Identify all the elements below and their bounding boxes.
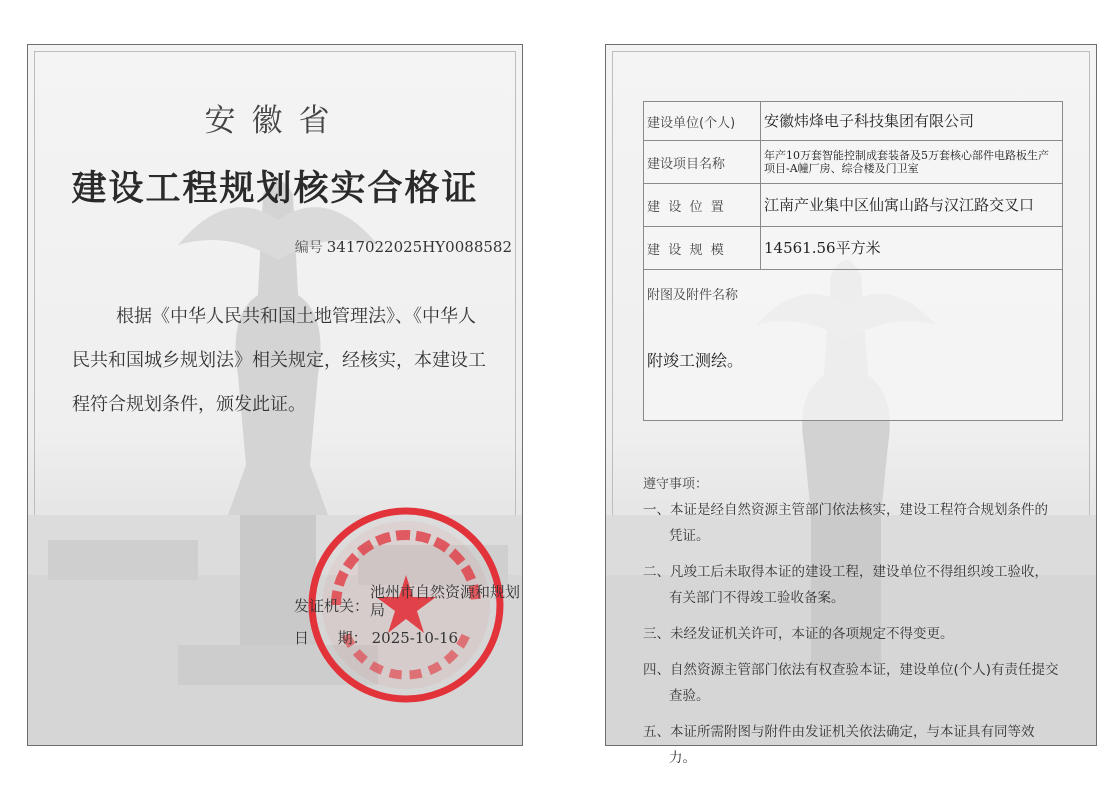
- certificate-title: 建设工程规划核实合格证: [71, 168, 479, 209]
- project-info-table: [643, 101, 1063, 421]
- list-item: 三、未经发证机关许可，本证的各项规定不得变更。: [643, 626, 954, 642]
- project-name-label: 建设项目名称: [644, 141, 761, 184]
- table-row: [644, 184, 1063, 227]
- province-name: 安徽省: [204, 103, 346, 139]
- attachments-value: 附竣工测绘。: [647, 351, 744, 370]
- construction-unit-value: 安徽炜烽电子科技集团有限公司: [761, 102, 1063, 141]
- project-name-value: 年产10万套智能控制成套装备及5万套核心部件电路板生产项目-A幢厂房、综合楼及门卫室: [761, 141, 1063, 184]
- issue-date-value: 2025-10-16: [371, 629, 459, 647]
- list-item: 四、自然资源主管部门依法有权查验本证，建设单位(个人)有责任提交查验。: [643, 662, 1059, 704]
- construction-unit-label: 建设单位(个人): [644, 102, 761, 141]
- attachments-label: 附图及附件名称: [647, 288, 739, 303]
- table-row: [644, 270, 1063, 421]
- attachments-cell: [644, 270, 1063, 421]
- issuing-authority-value: 池州市自然资源和规划局: [370, 583, 521, 619]
- list-item: 一、本证是经自然资源主管部门依法核实，建设工程符合规划条件的凭证。: [643, 502, 1048, 544]
- certificate-number: [295, 237, 512, 257]
- issue-date-label: 日 期：: [294, 629, 368, 647]
- list-item: 二、凡竣工后未取得本证的建设工程，建设单位不得组织竣工验收，有关部门不得竣工验收备案。: [643, 564, 1048, 606]
- scale-value: 14561.56平方米: [761, 227, 1063, 270]
- scale-label: 建 设 规 模: [644, 227, 761, 270]
- certificate-front-page: [27, 44, 523, 746]
- issuing-authority: [294, 583, 524, 619]
- certificate-inner-page: [605, 44, 1097, 766]
- issue-date: [294, 627, 458, 648]
- issuing-authority-label: 发证机关：: [294, 597, 370, 615]
- location-label: 建 设 位 置: [644, 184, 761, 227]
- certificate-number-label: 编号: [294, 240, 323, 256]
- table-row: [644, 227, 1063, 270]
- notice-list: [643, 497, 1061, 781]
- list-item: 五、本证所需附图与附件由发证机关依法确定，与本证具有同等效力。: [643, 724, 1035, 766]
- location-value: 江南产业集中区仙寓山路与汉江路交叉口: [761, 184, 1063, 227]
- notice-title: 遵守事项：: [643, 477, 709, 492]
- certificate-body-text: 根据《中华人民共和国土地管理法》、《中华人民共和国城乡规划法》相关规定，经核实，本建设工程符合规划条件，颁发此证。: [72, 306, 486, 415]
- table-row: [644, 102, 1063, 141]
- table-row: [644, 141, 1063, 184]
- certificate-number-value: 3417022025HY0088582: [326, 238, 512, 256]
